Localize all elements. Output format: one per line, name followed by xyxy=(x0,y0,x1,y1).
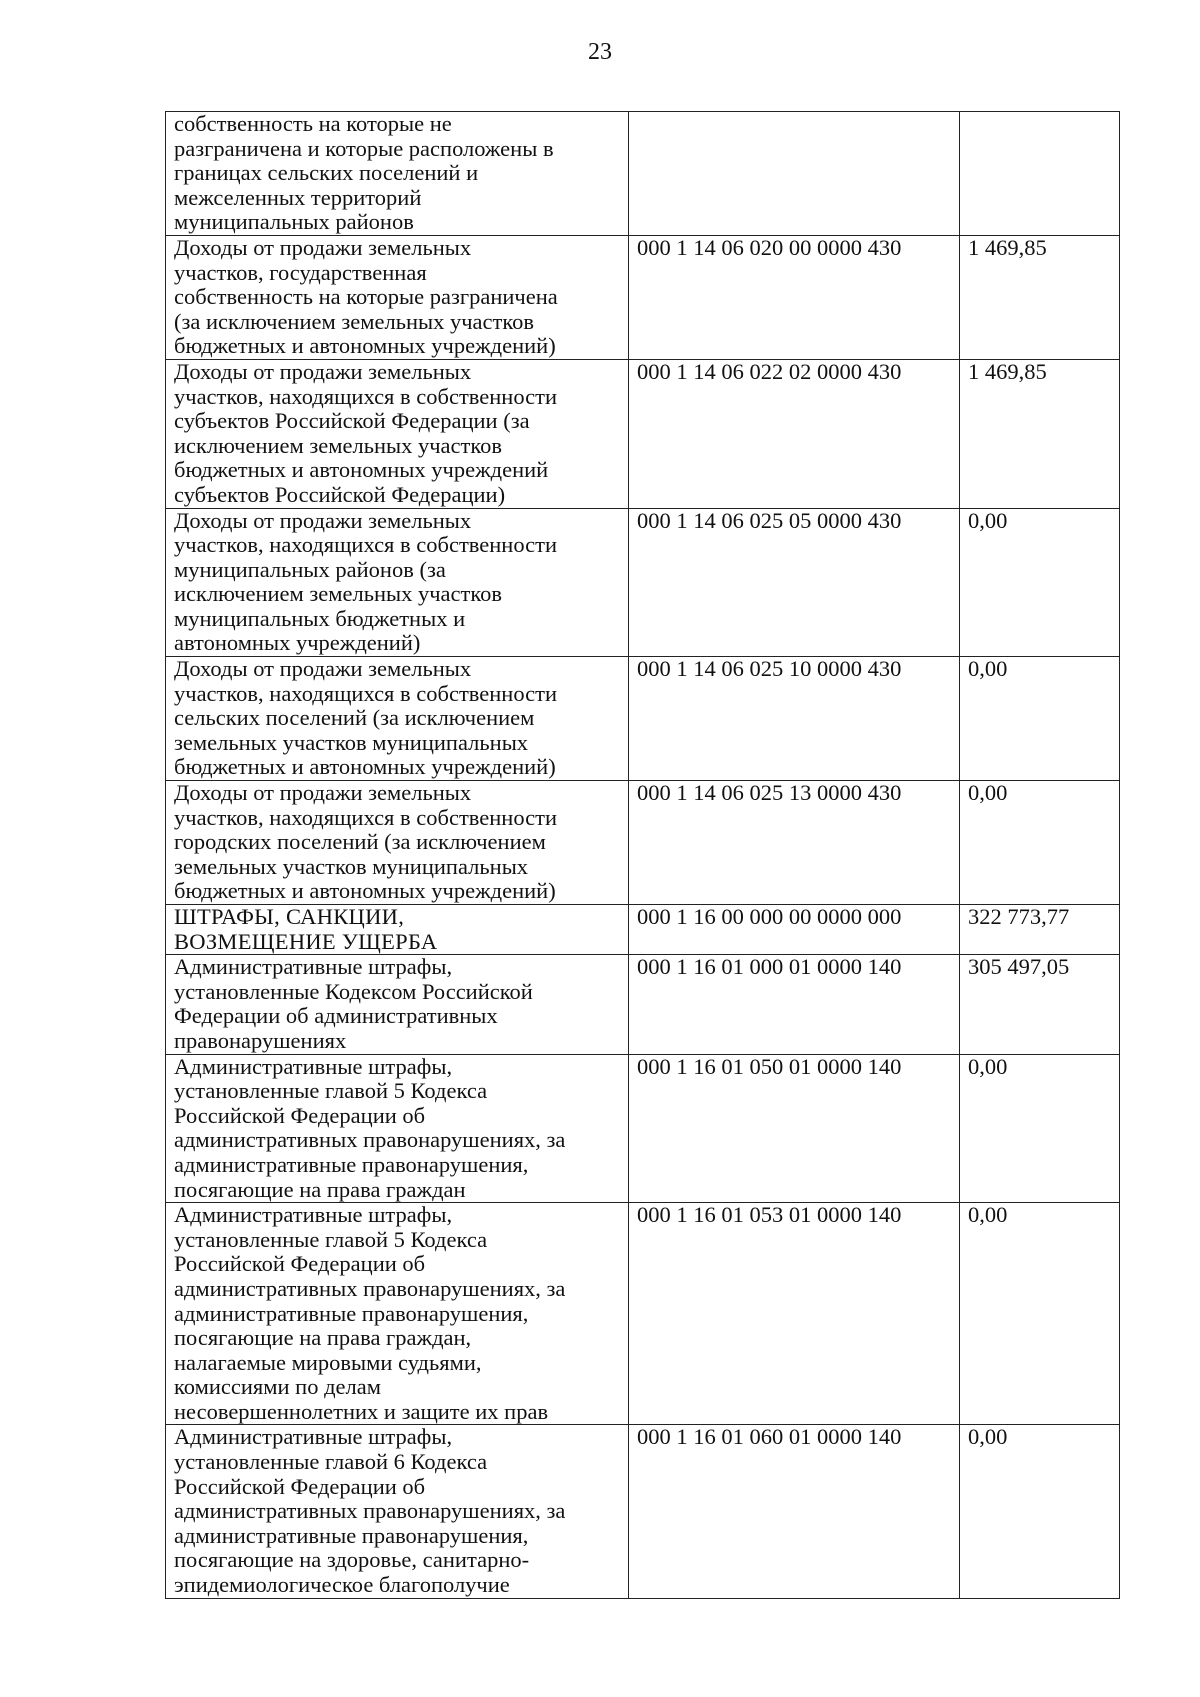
table-row-section-heading xyxy=(166,905,1120,955)
amount-cell: 0,00 xyxy=(960,508,1120,657)
budget-code-cell: 000 1 14 06 025 13 0000 430 xyxy=(629,781,960,905)
table-row xyxy=(166,657,1120,781)
income-name-cell: Доходы от продажи земельных участков, находящихся в собственности городских поселений (за исключением земельных участков муниципальных бюджетных и автономных учреждений) xyxy=(166,781,629,905)
amount-cell: 0,00 xyxy=(960,1203,1120,1425)
budget-code-cell: 000 1 14 06 020 00 0000 430 xyxy=(629,235,960,359)
budget-code-cell: 000 1 16 01 000 01 0000 140 xyxy=(629,955,960,1054)
revenue-table xyxy=(165,111,1120,1599)
income-name-cell: Административные штрафы, установленные главой 5 Кодекса Российской Федерации об административных правонарушениях, за административные правонарушения, посягающие на права граждан xyxy=(166,1054,629,1203)
table-row xyxy=(166,1054,1120,1203)
revenue-table-body xyxy=(166,112,1120,1599)
income-name-cell: Доходы от продажи земельных участков, находящихся в собственности сельских поселений (за исключением земельных участков муниципальных бюджетных и автономных учреждений) xyxy=(166,657,629,781)
amount-cell: 1 469,85 xyxy=(960,235,1120,359)
income-name-cell: Административные штрафы, установленные главой 6 Кодекса Российской Федерации об административных правонарушениях, за административные правонарушения, посягающие на здоровье, санитарно- эпидемиологическое благополучие xyxy=(166,1425,629,1598)
income-name-cell: ШТРАФЫ, САНКЦИИ, ВОЗМЕЩЕНИЕ УЩЕРБА xyxy=(166,905,629,955)
income-name-cell: Доходы от продажи земельных участков, государственная собственность на которые разграничена (за исключением земельных участков бюджетных и автономных учреждений) xyxy=(166,235,629,359)
budget-code-cell: 000 1 16 01 053 01 0000 140 xyxy=(629,1203,960,1425)
amount-cell: 0,00 xyxy=(960,781,1120,905)
amount-cell: 1 469,85 xyxy=(960,359,1120,508)
budget-code-cell: 000 1 14 06 025 05 0000 430 xyxy=(629,508,960,657)
amount-cell: 0,00 xyxy=(960,1425,1120,1598)
budget-code-cell: 000 1 16 00 000 00 0000 000 xyxy=(629,905,960,955)
table-row xyxy=(166,508,1120,657)
budget-code-cell: 000 1 14 06 025 10 0000 430 xyxy=(629,657,960,781)
income-name-cell: Доходы от продажи земельных участков, находящихся в собственности муниципальных районов (за исключением земельных участков муниципальных бюджетных и автономных учреждений) xyxy=(166,508,629,657)
table-row xyxy=(166,359,1120,508)
amount-cell: 322 773,77 xyxy=(960,905,1120,955)
income-name-cell: Доходы от продажи земельных участков, находящихся в собственности субъектов Российской Федерации (за исключением земельных участков бюджетных и автономных учреждений субъектов Российской Федерации) xyxy=(166,359,629,508)
budget-code-cell xyxy=(629,112,960,236)
budget-code-cell: 000 1 14 06 022 02 0000 430 xyxy=(629,359,960,508)
table-row xyxy=(166,781,1120,905)
income-name-cell: Административные штрафы, установленные главой 5 Кодекса Российской Федерации об административных правонарушениях, за административные правонарушения, посягающие на права граждан, налагаемые мировыми судьями, комиссиями по делам несовершеннолетних и защите их прав xyxy=(166,1203,629,1425)
table-row xyxy=(166,1203,1120,1425)
amount-cell: 0,00 xyxy=(960,1054,1120,1203)
table-row xyxy=(166,112,1120,236)
budget-code-cell: 000 1 16 01 060 01 0000 140 xyxy=(629,1425,960,1598)
table-row xyxy=(166,955,1120,1054)
table-row xyxy=(166,1425,1120,1598)
budget-code-cell: 000 1 16 01 050 01 0000 140 xyxy=(629,1054,960,1203)
amount-cell xyxy=(960,112,1120,236)
amount-cell: 0,00 xyxy=(960,657,1120,781)
income-name-cell: Административные штрафы, установленные Кодексом Российской Федерации об административных правонарушениях xyxy=(166,955,629,1054)
income-name-cell: собственность на которые не разграничена и которые расположены в границах сельских поселений и межселенных территорий муниципальных районов xyxy=(166,112,629,236)
table-row xyxy=(166,235,1120,359)
page-number: 23 xyxy=(588,39,612,65)
amount-cell: 305 497,05 xyxy=(960,955,1120,1054)
